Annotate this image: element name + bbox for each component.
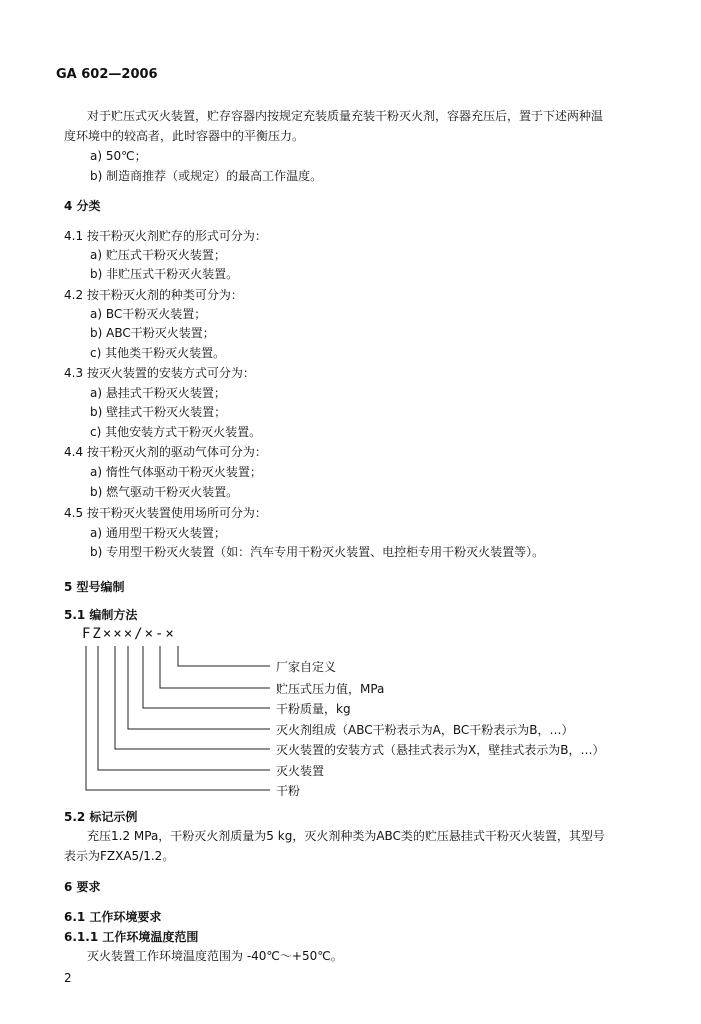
section-5-title: 5 型号编制 bbox=[64, 580, 125, 594]
section-4-1-title: 4.1 按干粉灭火剂贮存的形式可分为： bbox=[64, 229, 267, 243]
leader-line-7 bbox=[86, 646, 270, 790]
section-4-2-title: 4.2 按干粉灭火剂的种类可分为： bbox=[64, 288, 243, 302]
leader-line-2 bbox=[160, 646, 270, 688]
diagram-label-6: 灭火装置 bbox=[276, 764, 325, 778]
standard-number: GA 602—2006 bbox=[56, 67, 158, 82]
section-4-title: 4 分类 bbox=[64, 199, 101, 213]
section-4-3-item-b: b) 壁挂式干粉灭火装置； bbox=[90, 405, 227, 419]
section-6-1-1-title: 6.1.1 工作环境温度范围 bbox=[64, 930, 199, 944]
leader-line-1 bbox=[178, 646, 270, 666]
section-5-2-line-1: 充压1.2 MPa，干粉灭火剂质量为5 kg，灭火剂种类为ABC类的贮压悬挂式干粉灭火装置，其型号 bbox=[87, 829, 605, 843]
leader-line-3 bbox=[143, 646, 270, 708]
section-5-2-line-2: 表示为FZXA5/1.2。 bbox=[64, 849, 175, 863]
diagram-label-2: 贮压式压力值，MPa bbox=[276, 682, 385, 696]
diagram-label-7: 干粉 bbox=[276, 784, 301, 798]
section-6-title: 6 要求 bbox=[64, 880, 101, 894]
section-4-4-title: 4.4 按干粉灭火剂的驱动气体可分为： bbox=[64, 445, 267, 459]
section-5-2-title: 5.2 标记示例 bbox=[64, 810, 138, 824]
page-number: 2 bbox=[64, 971, 72, 985]
section-4-2-item-b: b) ABC干粉灭火装置； bbox=[90, 326, 215, 340]
section-4-4-item-b: b) 燃气驱动干粉灭火装置。 bbox=[90, 485, 239, 499]
section-6-1-1-text: 灭火装置工作环境温度范围为 -40℃～+50℃。 bbox=[87, 949, 343, 963]
intro-line-1: 对于贮压式灭火装置，贮存容器内按规定充装质量充装干粉灭火剂，容器充压后，置于下述两种温 bbox=[87, 109, 604, 123]
model-code: FZ×××/×-× bbox=[82, 626, 176, 642]
section-4-5-title: 4.5 按干粉灭火装置使用场所可分为： bbox=[64, 506, 267, 520]
section-4-3-title: 4.3 按灭火装置的安装方式可分为： bbox=[64, 366, 255, 380]
section-4-3-item-c: c) 其他安装方式干粉灭火装置。 bbox=[90, 425, 262, 439]
section-4-1-item-b: b) 非贮压式干粉灭火装置。 bbox=[90, 267, 239, 281]
section-4-4-item-a: a) 惰性气体驱动干粉灭火装置； bbox=[90, 465, 262, 479]
diagram-label-3: 干粉质量，kg bbox=[276, 702, 351, 716]
section-4-5-item-b: b) 专用型干粉灭火装置（如：汽车专用干粉灭火装置、电控柜专用干粉灭火装置等）。 bbox=[90, 545, 545, 559]
section-4-5-item-a: a) 通用型干粉灭火装置； bbox=[90, 526, 226, 540]
section-5-1-title: 5.1 编制方法 bbox=[64, 608, 138, 622]
intro-item-b: b) 制造商推荐（或规定）的最高工作温度。 bbox=[90, 169, 323, 183]
diagram-label-4: 灭火剂组成（ABC干粉表示为A，BC干粉表示为B，…） bbox=[276, 723, 574, 737]
section-6-1-title: 6.1 工作环境要求 bbox=[64, 910, 162, 924]
intro-line-2: 度环境中的较高者，此时容器中的平衡压力。 bbox=[64, 129, 305, 143]
section-4-2-item-a: a) BC干粉灭火装置； bbox=[90, 307, 207, 321]
intro-item-a: a) 50℃； bbox=[90, 149, 147, 163]
diagram-label-5: 灭火装置的安装方式（悬挂式表示为X，壁挂式表示为B，…） bbox=[276, 743, 605, 757]
diagram-label-1: 厂家自定义 bbox=[276, 660, 337, 674]
section-4-3-item-a: a) 悬挂式干粉灭火装置； bbox=[90, 386, 226, 400]
leader-line-5 bbox=[115, 646, 270, 749]
section-4-2-item-c: c) 其他类干粉灭火装置。 bbox=[90, 346, 226, 360]
section-4-1-item-a: a) 贮压式干粉灭火装置； bbox=[90, 248, 226, 262]
